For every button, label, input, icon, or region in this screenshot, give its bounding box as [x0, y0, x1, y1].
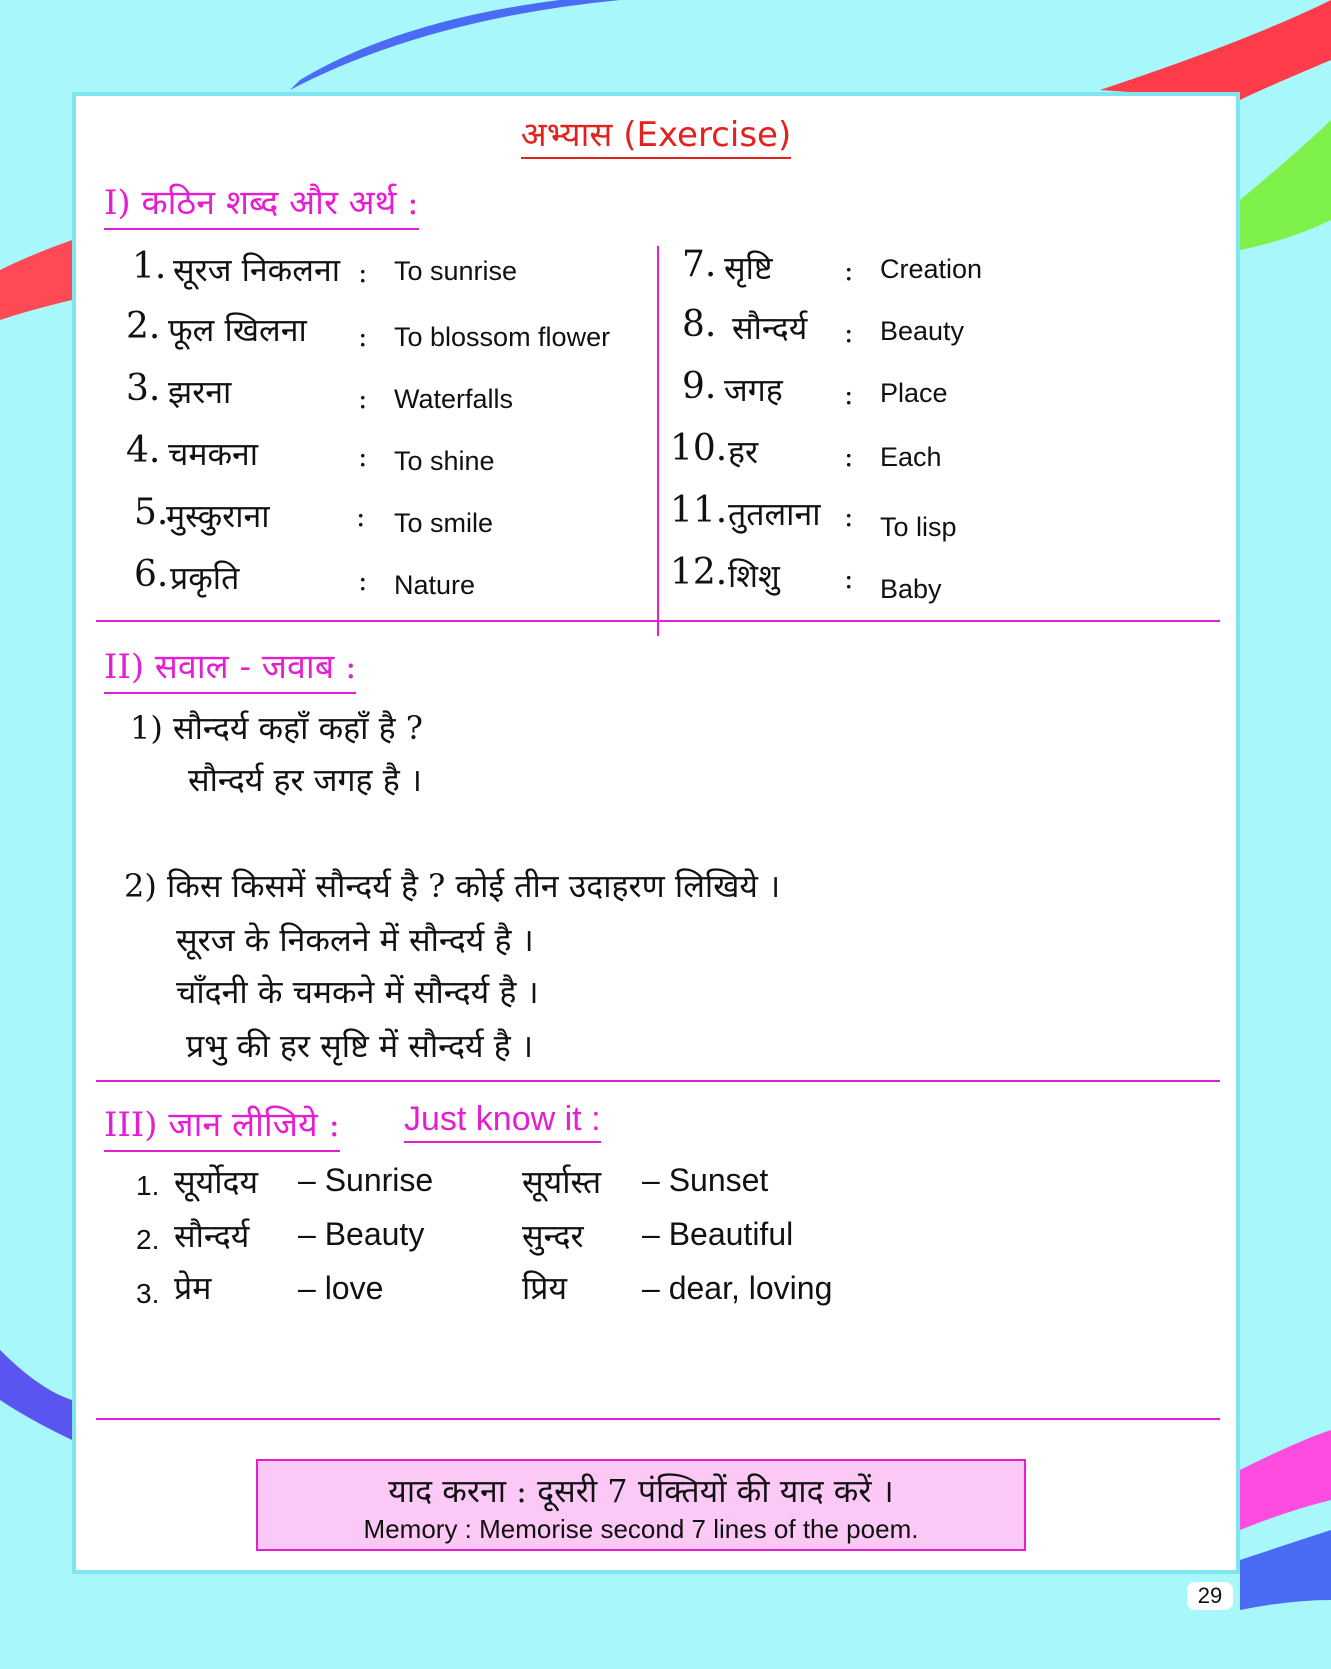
section-divider	[96, 1080, 1220, 1082]
vocab-english: To shine	[394, 446, 495, 476]
vocab-english: Creation	[880, 254, 983, 284]
memory-hindi: याद करना : दूसरी 7 पंक्तियों की याद करें ।	[388, 1472, 894, 1510]
answer-2-line: प्रभु की हर सृष्टि में सौन्दर्य है ।	[186, 1027, 534, 1065]
know-meaning: – love	[298, 1270, 384, 1306]
vocab-colon: :	[358, 320, 368, 353]
vocab-number: 4.	[126, 430, 161, 471]
know-word: सौन्दर्य	[174, 1217, 250, 1255]
vocab-english: To blossom flower	[394, 322, 611, 352]
vocab-number: 2.	[126, 306, 161, 347]
vocab-english: Nature	[394, 570, 476, 600]
vocab-number: 8.	[682, 304, 717, 345]
vocab-english: Beauty	[880, 316, 965, 346]
page-title: अभ्यास (Exercise)	[76, 110, 1236, 156]
vocab-hindi: सौन्दर्य	[732, 309, 808, 347]
vocab-number: 12.	[670, 552, 728, 593]
know-number: 2.	[136, 1224, 160, 1255]
vocab-colon: :	[356, 500, 366, 533]
vocab-colon: :	[358, 440, 368, 473]
vocab-english: Waterfalls	[394, 384, 514, 414]
vocab-colon: :	[844, 254, 854, 287]
vocab-colon: :	[844, 500, 854, 533]
memory-box	[256, 1459, 1026, 1551]
vocab-english: Baby	[880, 574, 942, 604]
vocab-hindi: तुतलाना	[728, 495, 821, 533]
vocab-hindi: हर	[728, 433, 759, 471]
know-meaning: – Sunset	[642, 1162, 769, 1198]
know-meaning: – Sunrise	[298, 1162, 434, 1198]
question-2: 2) किस किसमें सौन्दर्य है ? कोई तीन उदाहरण लिखिये ।	[124, 867, 781, 905]
vocab-english: To lisp	[880, 512, 957, 542]
know-word: सूर्योदय	[174, 1163, 259, 1201]
vocab-colon: :	[844, 440, 854, 473]
vocab-number: 6.	[134, 554, 169, 595]
know-word: प्रेम	[174, 1269, 212, 1307]
vocab-english: Place	[880, 378, 948, 408]
vocab-hindi: सृष्टि	[724, 249, 773, 287]
section1-heading: I) कठिन शब्द और अर्थ :	[104, 178, 419, 230]
vocab-colon: :	[844, 562, 854, 595]
section-divider	[96, 620, 1220, 622]
section2-heading: II) सवाल - जवाब :	[104, 642, 356, 694]
answer-2-line: सूरज के निकलने में सौन्दर्य है ।	[176, 921, 534, 959]
know-meaning: – dear, loving	[642, 1270, 833, 1306]
vocab-colon: :	[358, 256, 368, 289]
vocab-number: 9.	[682, 366, 717, 407]
section-divider	[96, 1418, 1220, 1420]
vocab-hindi: चमकना	[168, 435, 259, 473]
know-meaning: – Beautiful	[642, 1216, 794, 1252]
vocab-number: 7.	[682, 244, 717, 285]
vocab-number: 5.	[134, 492, 169, 533]
vocab-hindi: जगह	[724, 371, 783, 409]
answer-1: सौन्दर्य हर जगह है ।	[188, 761, 422, 799]
vocab-hindi: शिशु	[728, 557, 780, 595]
vocab-hindi: सूरज निकलना	[173, 251, 341, 289]
vocab-colon: :	[844, 378, 854, 411]
vocab-colon: :	[358, 564, 368, 597]
vocab-number: 1.	[132, 246, 167, 287]
question-1: 1) सौन्दर्य कहाँ कहाँ है ?	[130, 709, 423, 747]
memory-english: Memory : Memorise second 7 lines of the poem.	[363, 1514, 919, 1544]
know-number: 3.	[136, 1278, 160, 1309]
vocab-english: To smile	[394, 508, 494, 538]
vocab-hindi: झरना	[168, 373, 232, 411]
answer-2-line: चाँदनी के चमकने में सौन्दर्य है ।	[176, 973, 539, 1011]
know-meaning: – Beauty	[298, 1216, 425, 1252]
vocab-hindi: मुस्कुराना	[166, 497, 270, 535]
know-word: सूर्यास्त	[522, 1163, 602, 1201]
column-divider	[657, 246, 659, 636]
know-number: 1.	[136, 1170, 160, 1201]
vocab-colon: :	[358, 382, 368, 415]
vocab-english: Each	[880, 442, 942, 472]
vocab-english: To sunrise	[394, 256, 518, 286]
vocab-hindi: प्रकृति	[170, 559, 240, 597]
vocab-colon: :	[844, 316, 854, 349]
vocab-number: 11.	[670, 490, 728, 531]
vocab-number: 10.	[670, 428, 728, 469]
exercise-card	[72, 92, 1240, 1574]
section3-heading-english: Just know it :	[404, 1100, 601, 1143]
section3-heading-hindi: III) जान लीजिये :	[104, 1100, 340, 1152]
page-number: 29	[1187, 1582, 1233, 1610]
vocab-hindi: फूल खिलना	[168, 311, 307, 349]
know-word: प्रिय	[522, 1269, 568, 1307]
vocab-number: 3.	[126, 368, 161, 409]
know-word: सुन्दर	[522, 1217, 584, 1255]
